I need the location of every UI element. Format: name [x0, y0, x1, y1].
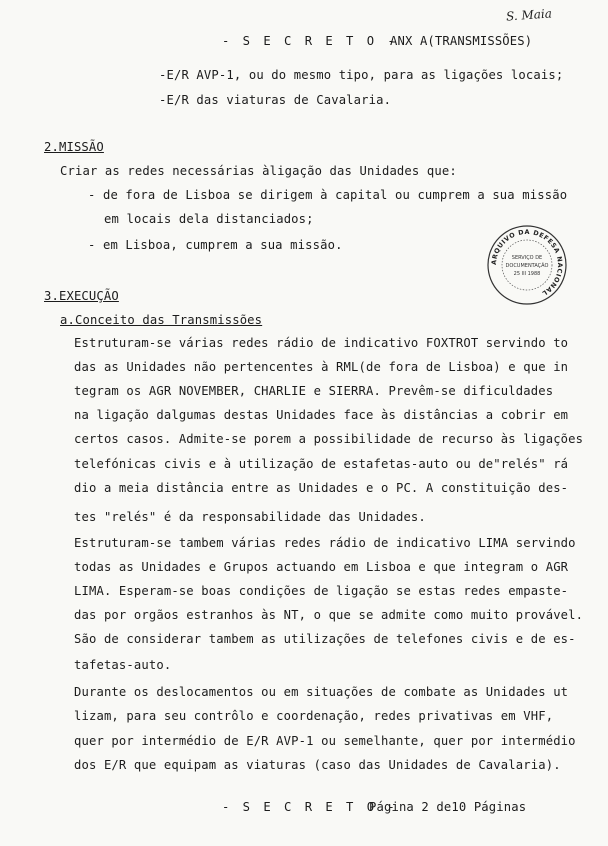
- body-text-line: Estruturam-se várias redes rádio de indicativo FOXTROT servindo to: [74, 336, 569, 350]
- subsection-heading-concept: a.Conceito das Transmissões: [60, 313, 263, 327]
- handwritten-annotation: S. Maia: [505, 6, 553, 24]
- body-text-line: certos casos. Admite-se porem a possibilidade de recurso às ligações: [74, 432, 584, 446]
- body-text-line: telefónicas civis e à utilização de estafetas-auto ou de"relés" rá: [74, 457, 569, 471]
- body-text-line: tegram os AGR NOVEMBER, CHARLIE e SIERRA. Prevêm-se dificuldades: [74, 384, 554, 398]
- body-text-line: LIMA. Esperam-se boas condições de ligação se estas redes empaste-: [74, 584, 569, 598]
- mission-text-line: Criar as redes necessárias àligação das Unidades que:: [60, 164, 457, 178]
- stamp-ring-text: ARQUIVO DA DEFESA NACIONAL: [489, 227, 565, 298]
- section-heading-mission: 2.MISSÃO: [44, 140, 104, 154]
- intro-item: -E/R AVP-1, ou do mesmo tipo, para as ligações locais;: [159, 68, 564, 82]
- body-text-line: das por orgãos estranhos às NT, o que se admite como muito provável.: [74, 608, 584, 622]
- footer-classification: - S E C R E T O -: [222, 800, 398, 814]
- body-text-line: quer por intermédio de E/R AVP-1 ou semelhante, quer por intermédio: [74, 734, 576, 748]
- body-text-line: São de considerar tambem as utilizações de telefones civis e de es-: [74, 632, 576, 646]
- intro-item: -E/R das viaturas de Cavalaria.: [159, 93, 392, 107]
- body-text-line: Estruturam-se tambem várias redes rádio de indicativo LIMA servindo: [74, 536, 576, 550]
- stamp-line: SERVIÇO DE: [511, 255, 543, 261]
- body-text-line: tafetas-auto.: [74, 658, 172, 672]
- mission-text-line: - em Lisboa, cumprem a sua missão.: [88, 238, 343, 252]
- body-text-line: das as Unidades não pertencentes à RML(de fora de Lisboa) e que in: [74, 360, 569, 374]
- stamp-line: DOCUMENTAÇÃO: [505, 263, 549, 269]
- body-text-line: dos E/R que equipam as viaturas (caso das Unidades de Cavalaria).: [74, 758, 561, 772]
- stamp-date: 25 III 1988: [513, 271, 541, 277]
- body-text-line: dio a meia distância entre as Unidades e o PC. A constituição des-: [74, 481, 569, 495]
- body-text-line: Durante os deslocamentos ou em situações de combate as Unidades ut: [74, 685, 569, 699]
- body-text-line: tes "relés" é da responsabilidade das Unidades.: [74, 510, 426, 524]
- mission-text-line: em locais dela distanciados;: [104, 212, 314, 226]
- body-text-line: todas as Unidades e Grupos actuando em Lisboa e que integram o AGR: [74, 560, 569, 574]
- mission-text-line: - de fora de Lisboa se dirigem à capital ou cumprem a sua missão: [88, 188, 568, 202]
- header-classification: - S E C R E T O -: [222, 34, 398, 48]
- section-heading-execution: 3.EXECUÇÃO: [44, 289, 119, 303]
- archive-stamp: [486, 224, 568, 306]
- footer-page-number: Página 2 de10 Páginas: [369, 800, 527, 814]
- body-text-line: lizam, para seu contrôlo e coordenação, redes privativas em VHF,: [74, 709, 554, 723]
- header-annex-label: ANX A(TRANSMISSÕES): [390, 34, 533, 48]
- body-text-line: na ligação dalgumas destas Unidades face às distâncias a cobrir em: [74, 408, 569, 422]
